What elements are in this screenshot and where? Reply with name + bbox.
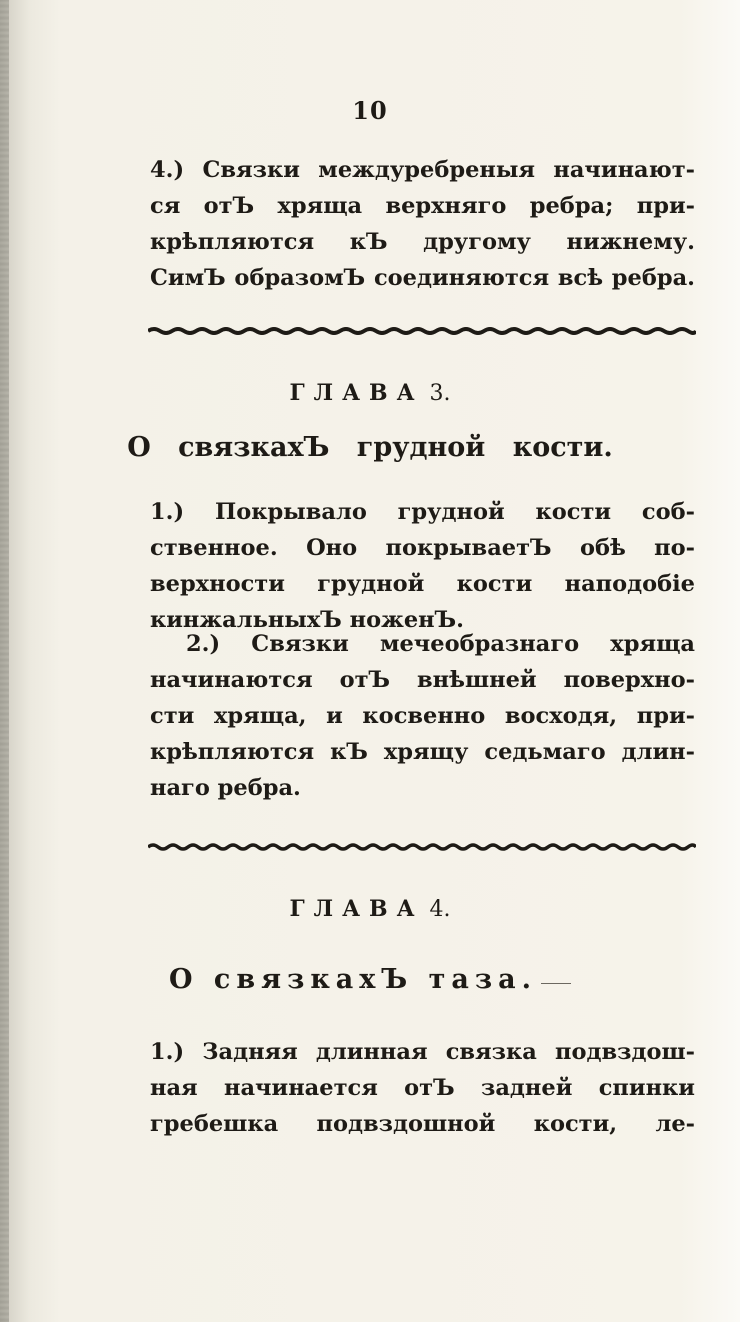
paragraph-xiphoid-ligaments xyxy=(150,626,695,806)
text-line: гребешка подвздошной кости, ле- xyxy=(150,1111,695,1137)
paragraph-ribs-ligaments xyxy=(150,152,695,296)
section-title xyxy=(0,964,740,995)
section-title: О связкахЪ грудной кости. xyxy=(127,432,613,463)
text-line: кинжальныхЪ ноженЪ. xyxy=(150,607,464,633)
ornamental-divider xyxy=(148,326,696,336)
text-line: наго ребра. xyxy=(150,775,301,801)
text-line: 2.) Связки мечеобразнаго хряща xyxy=(186,631,695,657)
paragraph-sternum-covering xyxy=(150,494,695,638)
ornamental-divider xyxy=(148,842,696,852)
text-line: сти хряща, и косвенно восходя, при- xyxy=(150,703,695,729)
page-gutter xyxy=(0,0,9,1322)
chapter-label: ГЛАВА xyxy=(289,380,424,406)
text-line: крѣпляются кЪ другому нижнему. xyxy=(150,229,695,255)
text-line: начинаются отЪ внѣшней поверхно- xyxy=(150,667,695,693)
page-number: 10 xyxy=(352,96,388,125)
chapter-heading xyxy=(0,896,740,922)
text-line: верхности грудной кости наподобіе xyxy=(150,571,695,597)
paragraph-iliac-ligament xyxy=(150,1034,695,1142)
text-line: СимЪ образомЪ соединяются всѣ ребра. xyxy=(150,265,695,291)
text-line: ственное. Оно покрываетЪ обѣ по- xyxy=(150,535,695,561)
text-line: ся отЪ хряща верхняго ребра; при- xyxy=(150,193,695,219)
text-line: ная начинается отЪ задней спинки xyxy=(150,1075,695,1101)
chapter-heading xyxy=(0,380,740,406)
chapter-number: 4. xyxy=(429,897,451,922)
text-line: 1.) Покрывало грудной кости соб- xyxy=(150,499,695,525)
text-line: крѣпляются кЪ хрящу седьмаго длин- xyxy=(150,739,695,765)
text-line: 4.) Связки междуребреныя начинают- xyxy=(150,157,695,183)
chapter-label: ГЛАВА xyxy=(289,896,424,922)
ink-mark xyxy=(541,983,571,984)
text-line: 1.) Задняя длинная связка подвздош- xyxy=(150,1039,695,1065)
chapter-number: 3. xyxy=(429,381,451,406)
section-title-text: О связкахЪ таза. xyxy=(169,964,537,995)
